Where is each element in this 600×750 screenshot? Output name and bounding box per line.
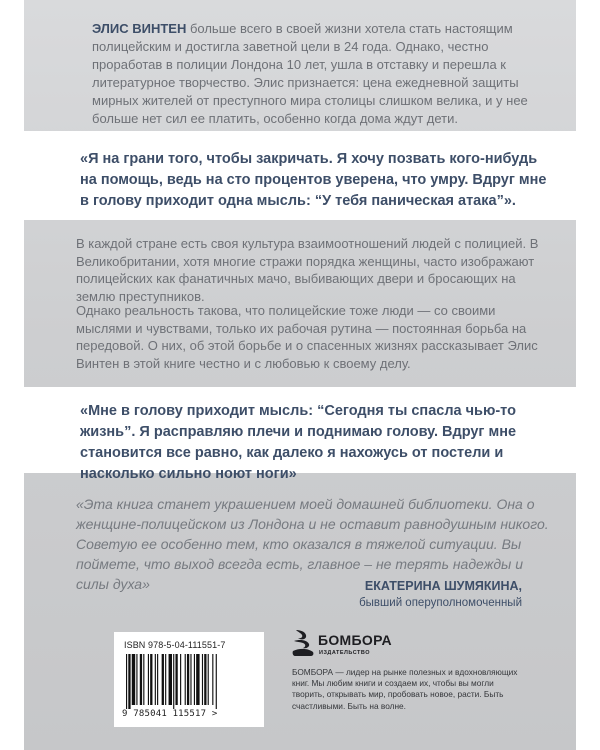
barcode-digits: 9 785041 115517 >	[122, 709, 218, 719]
barcode-image	[124, 654, 254, 709]
review-quote: «Эта книга станет украшением моей домашней библиотеки. Она о женщине-полицейском из Лондона и не оставит равнодушным никого. Советую ее особенно тем, кто оказался в тяжелой ситуации. Вы поймете, что выход всегда есть, главное – не терять надежды и силы духа»	[76, 496, 549, 592]
barcode-panel	[114, 632, 264, 727]
isbn-label: ISBN 978-5-04-111551-7	[124, 640, 226, 650]
intro-paragraph	[92, 20, 532, 128]
publisher-logo-subtext: ИЗДАТЕЛЬСТВО	[319, 650, 371, 656]
publisher-logo-text: БОМБОРА	[318, 632, 392, 648]
pull-quote-1: «Я на грани того, чтобы закричать. Я хочу позвать кого-нибудь на помощь, ведь на сто процентов уверена, что умру. Вдруг мне в голову приходит одна мысль: “У тебя паническая атака”».	[80, 151, 547, 209]
intro-text: больше всего в своей жизни хотела стать настоящим полицейским и достигла заветной цели в 24 года. Однако, честно проработав в полиции Лондона 10 лет, ушла в отставку и перешла к литературное творчество. Элис признается: цена ежедневной защиты мирных жителей от преступного мира столицы слишком велика, и у нее больше нет сил ее платить, особенно когда дома ждут дети.	[92, 21, 528, 126]
pull-quote-2: «Мне в голову приходит мысль: “Сегодня ты спасла чью-то жизнь”. Я расправляю плечи и поднимаю голову. Вдруг мне становится все равно, как далеко я нахожусь от постели и насколько сильно ноют ноги»	[80, 403, 517, 482]
book-back-cover	[24, 0, 576, 750]
publisher-description: БОМБОРА — лидер на рынке полезных и вдохновляющих книг. Мы любим книги и создаем их, чтобы вы могли творить, открывать мир, пробовать новое, расти. Быть счастливыми. Быть на волне.	[292, 667, 518, 711]
review-author-role: бывший оперуполномоченный	[359, 597, 522, 609]
body-paragraph-1: В каждой стране есть своя культура взаимоотношений людей с полицией. В Великобритании, хотя многие стражи порядка женщины, часто изображают полицейских как фанатичных мачо, выбивающих двери и бросающих на землю преступников.	[76, 236, 539, 304]
intro-author: ЭЛИС ВИНТЕН	[92, 21, 187, 36]
review-author	[242, 578, 522, 612]
bombora-wave-icon	[292, 628, 316, 658]
review-author-name: ЕКАТЕРИНА ШУМЯКИНА,	[364, 579, 522, 593]
body-paragraph-2: Однако реальность такова, что полицейские тоже люди — со своими мыслями и чувствами, только их рабочая рутина — постоянная борьба на передовой. О них, об этой борьбе и о спасенных жизнях рассказывает Элис Винтен в этой книге честно и с любовью к своему делу.	[76, 303, 538, 371]
